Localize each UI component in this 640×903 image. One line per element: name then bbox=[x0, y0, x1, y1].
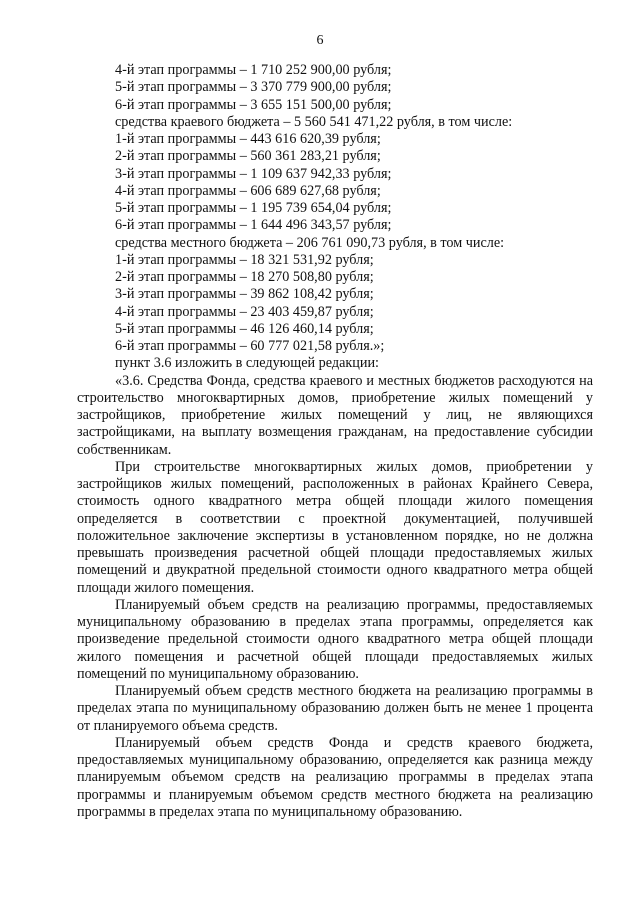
list-line: 5-й этап программы – 3 370 779 900,00 рубля; bbox=[115, 79, 392, 96]
paragraph: Планируемый объем средств местного бюджета на реализацию программы в пределах этапа по муниципальному образованию должен быть не менее 1 процента от планируемого объема средств. bbox=[77, 683, 593, 734]
list-line: 6-й этап программы – 1 644 496 343,57 рубля; bbox=[115, 217, 392, 234]
page-number: 6 bbox=[316, 33, 324, 48]
list-line: средства краевого бюджета – 5 560 541 471,22 рубля, в том числе: bbox=[115, 113, 513, 130]
list-line: 5-й этап программы – 1 195 739 654,04 рубля; bbox=[115, 200, 392, 216]
list-line: 6-й этап программы – 60 777 021,58 рубля.»; bbox=[115, 338, 385, 354]
list-line: пункт 3.6 изложить в следующей редакции: bbox=[115, 355, 379, 372]
list-line: 3-й этап программы – 1 109 637 942,33 рубля; bbox=[115, 165, 392, 182]
list-line: 1-й этап программы – 443 616 620,39 рубля; bbox=[115, 131, 381, 147]
list-line: 2-й этап программы – 560 361 283,21 рубля; bbox=[115, 148, 381, 165]
paragraph: «3.6. Средства Фонда, средства краевого и местных бюджетов расходуются на строительство многоквартирных домов, приобретение жилых помещений у застройщиков, приобретение жилых помещений у лиц, не являющихся застройщиками, на выплату возмещения гражданам, на предоставление субсидии собственникам. bbox=[77, 372, 593, 458]
list-line: 4-й этап программы – 23 403 459,87 рубля; bbox=[115, 303, 374, 320]
list-line: средства местного бюджета – 206 761 090,73 рубля, в том числе: bbox=[115, 234, 505, 251]
list-line: 4-й этап программы – 1 710 252 900,00 рубля; bbox=[115, 62, 392, 78]
paragraph: При строительстве многоквартирных жилых домов, приобретении у застройщиков жилых помещений, расположенных в районах Крайнего Севера, стоимость одного квадратного метра общей площади жилого помещения определяется в соответствии с проектной документацией, получившей положительное заключение экспертизы в установленном порядке, но не должна превышать произведения расчетной общей площади предоставляемых жилых помещений и двукратной предельной стоимости одного квадратного метра общей площади жилого помещения. bbox=[77, 458, 593, 596]
list-line: 1-й этап программы – 18 321 531,92 рубля; bbox=[115, 251, 374, 268]
paragraph: Планируемый объем средств на реализацию программы, предоставляемых муниципальному образованию в пределах этапа программы, определяется как произведение предельной стоимости одного квадратного метра общей площади жилого помещения и расчетной общей площади предоставляемых жилых помещений по муниципальному образованию. bbox=[77, 596, 593, 682]
list-line: 2-й этап программы – 18 270 508,80 рубля; bbox=[115, 269, 374, 285]
list-line: 4-й этап программы – 606 689 627,68 рубля; bbox=[115, 182, 381, 199]
list-line: 6-й этап программы – 3 655 151 500,00 рубля; bbox=[115, 96, 392, 113]
list-line: 3-й этап программы – 39 862 108,42 рубля; bbox=[115, 286, 374, 303]
paragraph: Планируемый объем средств Фонда и средств краевого бюджета, предоставляемых муниципальному образованию, определяется как разница между планируемым объемом средств на реализацию программы в пределах этапа программы и планируемым объемом средств местного бюджета на реализацию программы в пределах этапа по муниципальному образованию. bbox=[77, 734, 593, 820]
document-body bbox=[77, 62, 593, 821]
list-line: 5-й этап программы – 46 126 460,14 рубля; bbox=[115, 320, 374, 337]
